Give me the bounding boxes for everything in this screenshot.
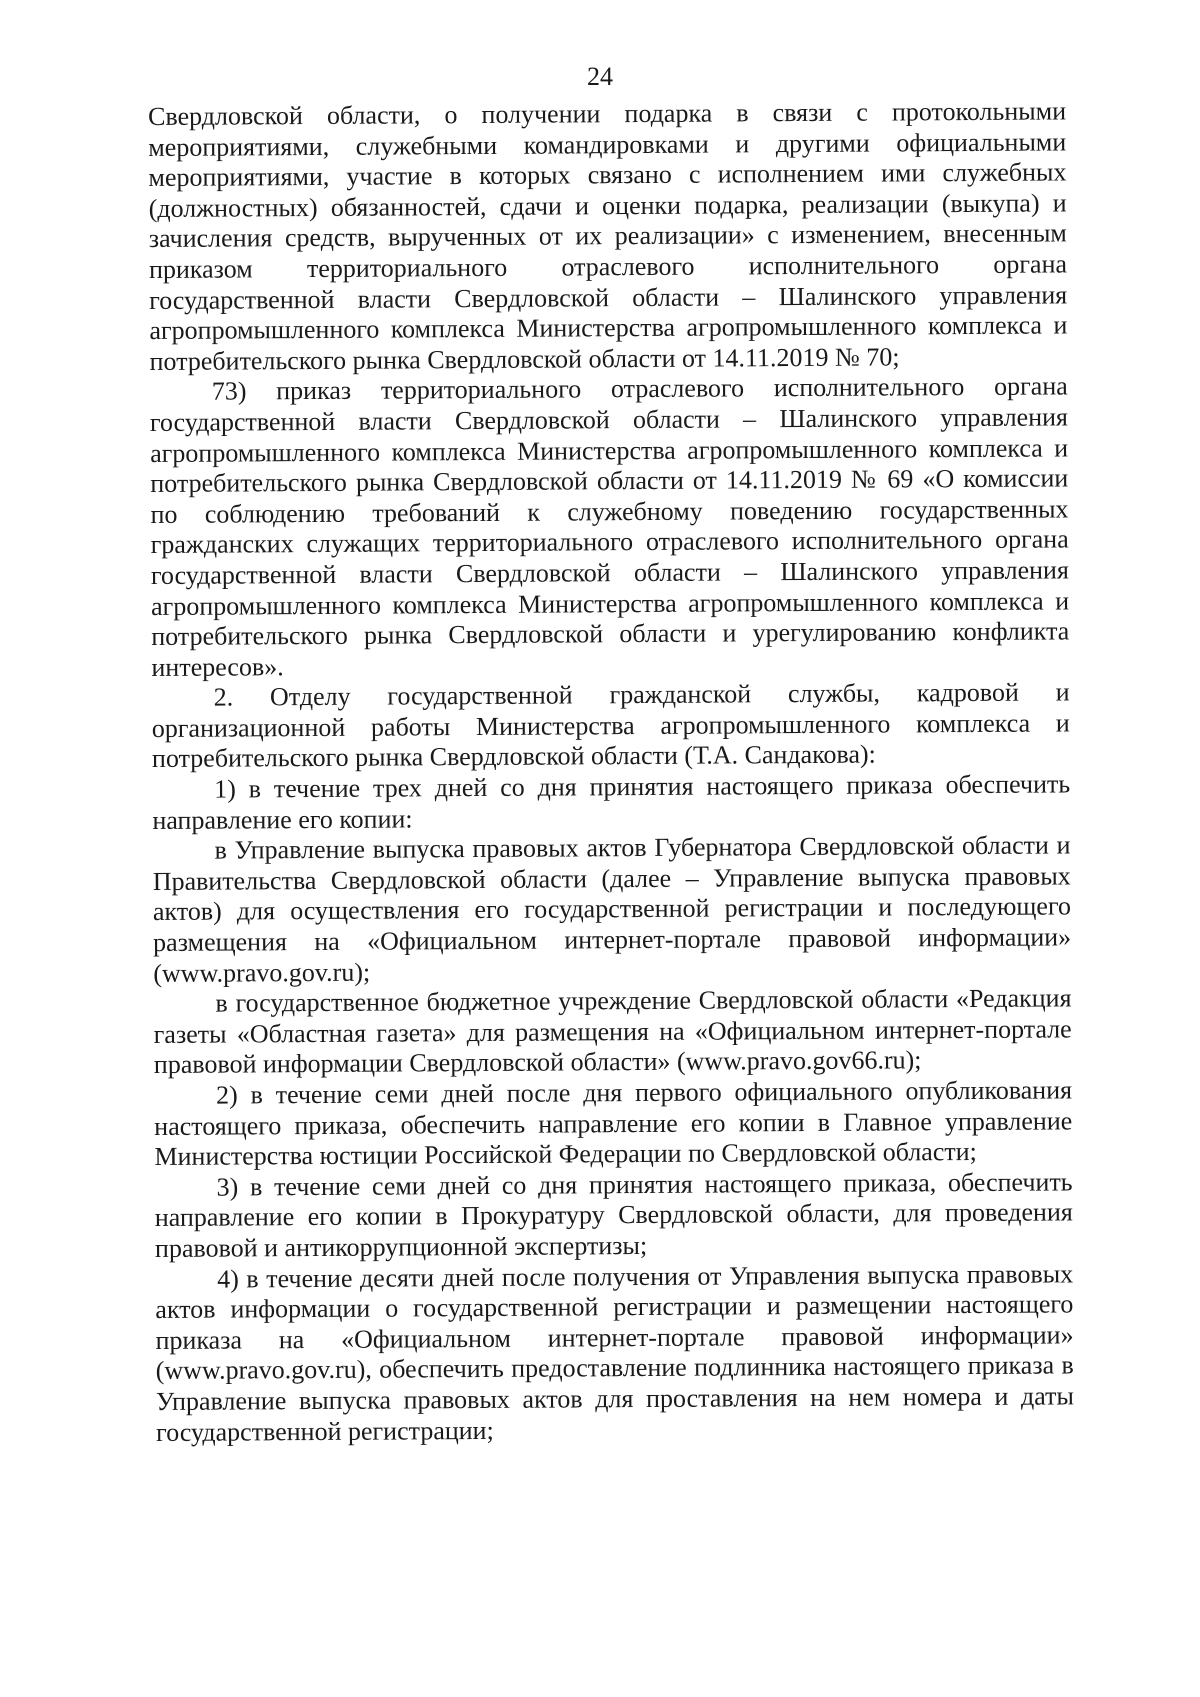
paragraph-section-2: 2. Отделу государственной гражданской службы, кадровой и организационной работы Министерства агропромышленного комплекса и потребительского рынка Свердловской области (Т.А. Сандакова): xyxy=(151,677,1070,774)
paragraph-recipient-2: в государственное бюджетное учреждение Свердловской области «Редакция газеты «Областная газета» для размещения на «Официальном интернет-портале правовой информации Свердловской области» (www.pravo.gov66.ru); xyxy=(153,983,1072,1080)
paragraph-continuation: Свердловской области, о получении подарка в связи с протокольными мероприятиями, служебными командировками и другими официальными мероприятиями, участие в которых связано с исполнением ими служебных (должностных) обязанностей, сдачи и оценки подарка, реализации (выкупа) и зачисления средств, вырученных от их реализации» с изменением, внесенным приказом территориального отраслевого исполнительного органа государственной власти Свердловской области – Шалинского управления агропромышленного комплекса Министерства агропромышленного комплекса и потребительского рынка Свердловской области от 14.11.2019 № 70; xyxy=(148,96,1068,376)
paragraph-subitem-3: 3) в течение семи дней со дня принятия настоящего приказа, обеспечить направление его копии в Прокуратуру Свердловской области, для проведения правовой и антикоррупционной экспертизы; xyxy=(154,1167,1073,1263)
document-body xyxy=(148,96,1074,1448)
paragraph-item-73: 73) приказ территориального отраслевого исполнительного органа государственной власти Свердловской области – Шалинского управления агропромышленного комплекса Министерства агропромышленного комплекса и потребительского рынка Свердловской области от 14.11.2019 № 69 «О комиссии по соблюдению требований к служебному поведению государственных гражданских служащих территориального отраслевого исполнительного органа государственной власти Свердловской области – Шалинского управления агропромышленного комплекса Министерства агропромышленного комплекса и потребительского рынка Свердловской области и урегулированию конфликта интересов». xyxy=(149,371,1070,682)
paragraph-subitem-4: 4) в течение десяти дней после получения от Управления выпуска правовых актов информации о государственной регистрации и размещении настоящего приказа на «Официальном интернет-портале правовой информации» (www.pravo.gov.ru), обеспечить предоставление подлинника настоящего приказа в Управление выпуска правовых актов для проставления на нем номера и даты государственной регистрации; xyxy=(155,1258,1075,1447)
page-number: 24 xyxy=(587,62,613,91)
paragraph-subitem-1: 1) в течение трех дней со дня принятия настоящего приказа обеспечить направление его копии: xyxy=(152,769,1071,835)
paragraph-recipient-1: в Управление выпуска правовых актов Губернатора Свердловской области и Правительства Свердловской области (далее – Управление выпуска правовых актов) для осуществления его государственной регистрации и последующего размещения на «Официальном интернет-портале правовой информации» (www.pravo.gov.ru); xyxy=(152,830,1072,988)
paragraph-subitem-2: 2) в течение семи дней после дня первого официального опубликования настоящего приказа, обеспечить направление его копии в Главное управление Министерства юстиции Российской Федерации по Свердловской области; xyxy=(154,1075,1073,1172)
